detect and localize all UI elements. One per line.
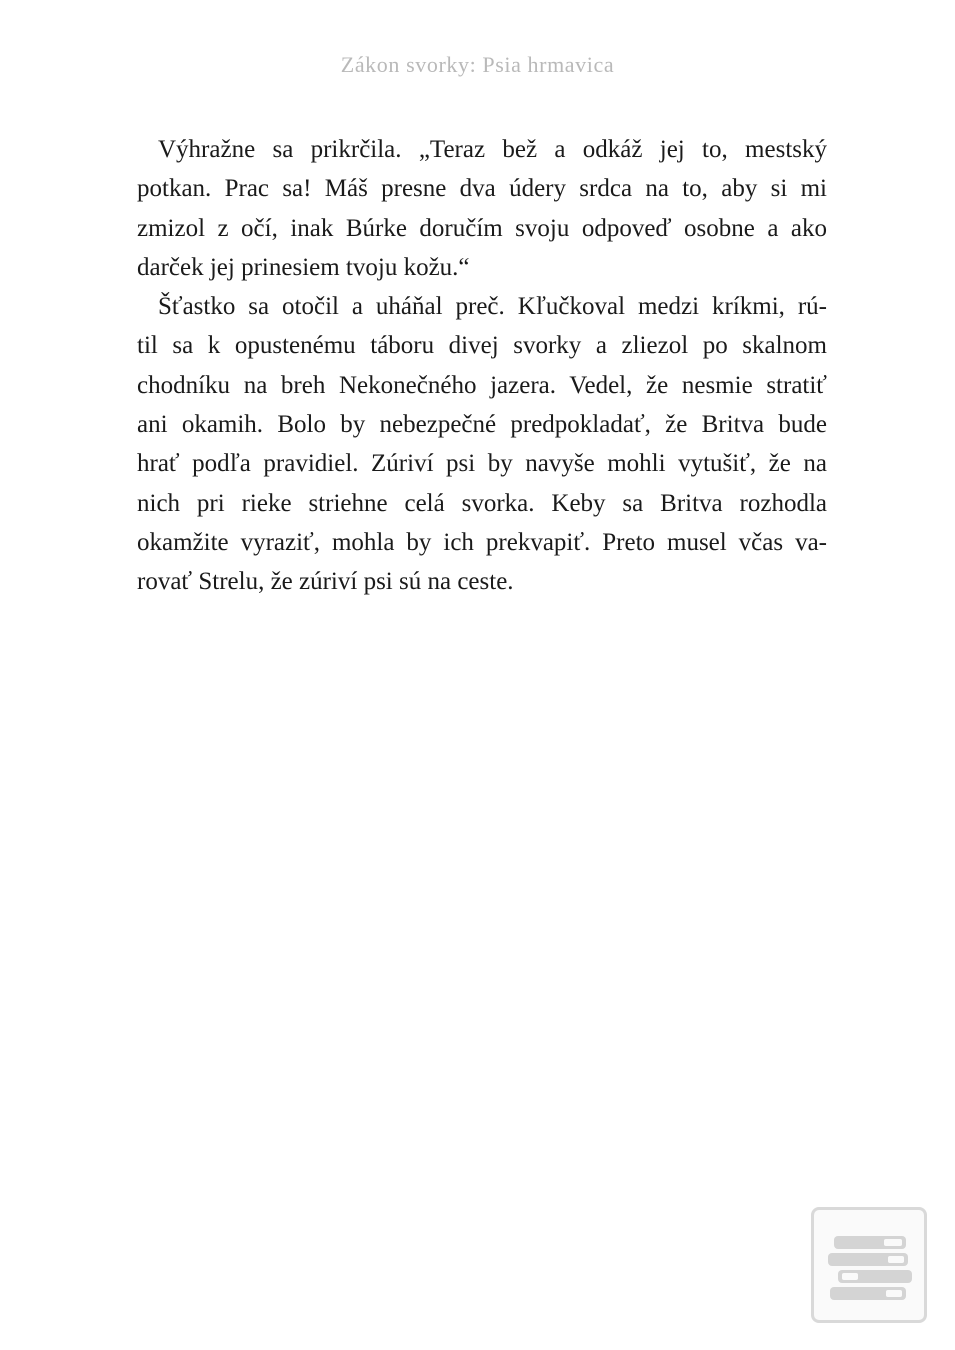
paragraph-1-line-2: potkan. Prac sa! Máš presne dva údery srdca na to, aby si mi — [137, 175, 827, 203]
stacked-books-icon — [814, 1210, 924, 1320]
paragraph-2-line-1: Šťastko sa otočil a uháňal preč. Kľučkoval medzi kríkmi, rú- — [158, 293, 827, 321]
publisher-watermark — [811, 1207, 927, 1323]
paragraph-2-line-2: til sa k opustenému táboru divej svorky a zliezol po skalnom — [137, 332, 827, 360]
paragraph-2-line-3: chodníku na breh Nekonečného jazera. Vedel, že nesmie stratiť — [137, 371, 827, 399]
running-header: Zákon svorky: Psia hrmavica — [340, 52, 615, 77]
paragraph-2-line-5: hrať podľa pravidiel. Zúriví psi by navyše mohli vytušiť, že na — [137, 450, 827, 478]
paragraph-1-line-3: zmizol z očí, inak Búrke doručím svoju odpoveď osobne a ako — [137, 214, 827, 242]
paragraph-1-line-4: darček jej prinesiem tvoju kožu.“ — [137, 253, 470, 281]
paragraph-2-line-6: nich pri rieke striehne celá svorka. Keby sa Britva rozhodla — [137, 489, 827, 517]
body-text — [137, 130, 827, 602]
paragraph-2-line-4: ani okamih. Bolo by nebezpečné predpokladať, že Britva bude — [137, 411, 827, 439]
paragraph-1-line-1: Výhražne sa prikrčila. „Teraz bež a odkáž jej to, mestský — [158, 136, 827, 163]
paragraph-2-line-7: okamžite vyraziť, mohla by ich prekvapiť. Preto musel včas va- — [137, 528, 827, 556]
paragraph-2-line-8: rovať Strelu, že zúriví psi sú na ceste. — [137, 568, 514, 596]
